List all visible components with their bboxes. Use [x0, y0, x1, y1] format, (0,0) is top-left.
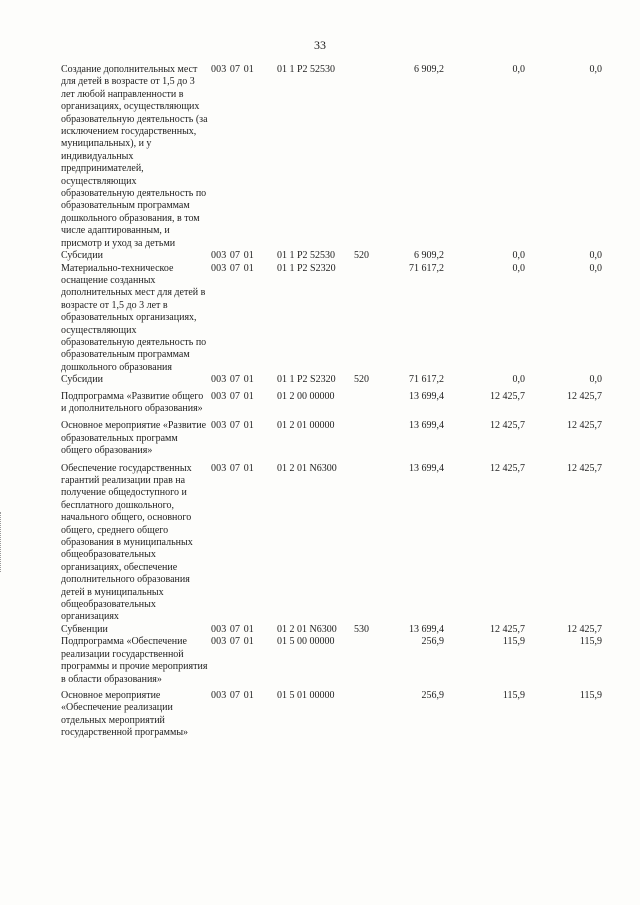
row-amount-2: 115,9 — [502, 636, 525, 648]
table-row — [61, 624, 602, 636]
row-target-article: 01 1 P2 52530 — [277, 64, 336, 75]
row-amount-3: 12 425,7 — [567, 623, 602, 635]
table-row — [61, 374, 602, 386]
table-row — [61, 387, 602, 416]
row-expense-type — [354, 64, 376, 250]
table-row — [61, 636, 602, 686]
row-name: Подпрограмма «Развитие общего и дополнительного образования» — [61, 390, 204, 414]
row-amount-3: 0,0 — [589, 262, 602, 274]
row-amount-3: 12 425,7 — [567, 390, 602, 402]
row-amount-2: 12 425,7 — [490, 462, 525, 474]
row-name: Материально-техническое оснащение созданных дополнительных мест для детей в возрасте от 1,5 до 3 лет в образовательных организациях, осуществляющих образовательную деятельность по образовательным программам дошкольного образования — [61, 262, 207, 373]
row-amount-3: 115,9 — [579, 689, 602, 701]
table-row — [61, 415, 602, 457]
row-amount-1: 71 617,2 — [409, 374, 444, 386]
table-row — [61, 250, 602, 262]
row-amount-2: 0,0 — [512, 64, 525, 75]
row-amount-3: 0,0 — [589, 64, 602, 75]
budget-table — [61, 64, 602, 740]
row-name: Основное мероприятие «Развитие образовательных программ общего образования» — [61, 420, 207, 457]
row-target-article: 01 2 01 N6300 — [277, 462, 337, 474]
row-amount-1: 256,9 — [421, 636, 444, 648]
row-name: Субвенции — [61, 623, 108, 635]
row-amount-3: 0,0 — [589, 374, 602, 386]
row-amount-1: 13 699,4 — [409, 462, 444, 474]
row-codes: 003 07 01 — [211, 64, 254, 75]
row-amount-3: 115,9 — [579, 636, 602, 648]
row-amount-1: 6 909,2 — [414, 250, 444, 262]
row-expense-type: 530 — [354, 623, 369, 635]
row-target-article: 01 5 00 00000 — [277, 636, 335, 648]
row-target-article: 01 2 01 00000 — [277, 420, 335, 432]
row-amount-1: 13 699,4 — [409, 390, 444, 402]
row-name: Основное мероприятие «Обеспечение реализации отдельных мероприятий государственной программы» — [61, 689, 189, 739]
table-row — [61, 263, 602, 375]
row-amount-1: 13 699,4 — [409, 623, 444, 635]
row-expense-type — [354, 415, 376, 457]
row-amount-3: 0,0 — [589, 250, 602, 262]
row-codes: 003 07 01 — [211, 623, 254, 635]
row-amount-2: 12 425,7 — [490, 623, 525, 635]
row-amount-1: 13 699,4 — [409, 420, 444, 432]
row-amount-2: 12 425,7 — [490, 420, 525, 432]
row-codes: 003 07 01 — [211, 250, 254, 262]
row-expense-type: 520 — [354, 250, 369, 262]
row-name: Обеспечение государственных гарантий реализации прав на получение общедоступного и бесплатного дошкольного, начального общего, основного общего, среднего общего образования в муниципальных общеобразовательных организациях, обеспечение дополнительного образования детей в муниципальных общеобразовательных организациях — [61, 462, 193, 623]
row-target-article: 01 1 P2 S2320 — [277, 374, 336, 386]
row-target-article: 01 2 01 N6300 — [277, 623, 337, 635]
row-amount-2: 0,0 — [512, 374, 525, 386]
row-codes: 003 07 01 — [211, 262, 254, 274]
row-target-article: 01 2 00 00000 — [277, 390, 335, 402]
row-amount-1: 6 909,2 — [414, 64, 444, 75]
row-amount-2: 115,9 — [502, 689, 525, 701]
page-number: 33 — [314, 38, 326, 52]
row-target-article: 01 1 P2 S2320 — [277, 262, 336, 274]
row-expense-type — [354, 686, 376, 740]
row-name: Субсидии — [61, 250, 103, 262]
row-expense-type: 520 — [354, 374, 369, 386]
row-expense-type — [354, 387, 376, 416]
row-codes: 003 07 01 — [211, 689, 254, 701]
row-expense-type — [354, 263, 376, 375]
row-amount-1: 71 617,2 — [409, 262, 444, 274]
row-amount-2: 0,0 — [512, 250, 525, 262]
margin-mark — [0, 512, 5, 572]
row-target-article: 01 5 01 00000 — [277, 689, 335, 701]
row-name: Подпрограмма «Обеспечение реализации государственной программы и прочие мероприятия в области образования» — [61, 636, 208, 685]
row-name: Субсидии — [61, 374, 103, 386]
row-codes: 003 07 01 — [211, 636, 254, 648]
table-row — [61, 458, 602, 624]
row-amount-3: 12 425,7 — [567, 462, 602, 474]
row-amount-2: 12 425,7 — [490, 390, 525, 402]
row-amount-3: 12 425,7 — [567, 420, 602, 432]
row-amount-1: 256,9 — [421, 689, 444, 701]
row-codes: 003 07 01 — [211, 462, 254, 474]
row-codes: 003 07 01 — [211, 420, 254, 432]
row-target-article: 01 1 P2 52530 — [277, 250, 336, 262]
table-row — [61, 64, 602, 250]
row-codes: 003 07 01 — [211, 374, 254, 386]
row-codes: 003 07 01 — [211, 390, 254, 402]
table-row — [61, 686, 602, 740]
row-amount-2: 0,0 — [512, 262, 525, 274]
row-expense-type — [354, 636, 376, 686]
row-name: Создание дополнительных мест для детей в возрасте от 1,5 до 3 лет любой направленности в организациях, осуществляющих образовательную деятельность (за исключением государственных, муниципальных), и у индивидуальных предпринимателей, осуществляющих образовательную деятельность по образовательным программам дошкольного образования, в том числе адаптированным, и присмотр и уход за детьми — [61, 64, 208, 249]
row-expense-type — [354, 458, 376, 624]
